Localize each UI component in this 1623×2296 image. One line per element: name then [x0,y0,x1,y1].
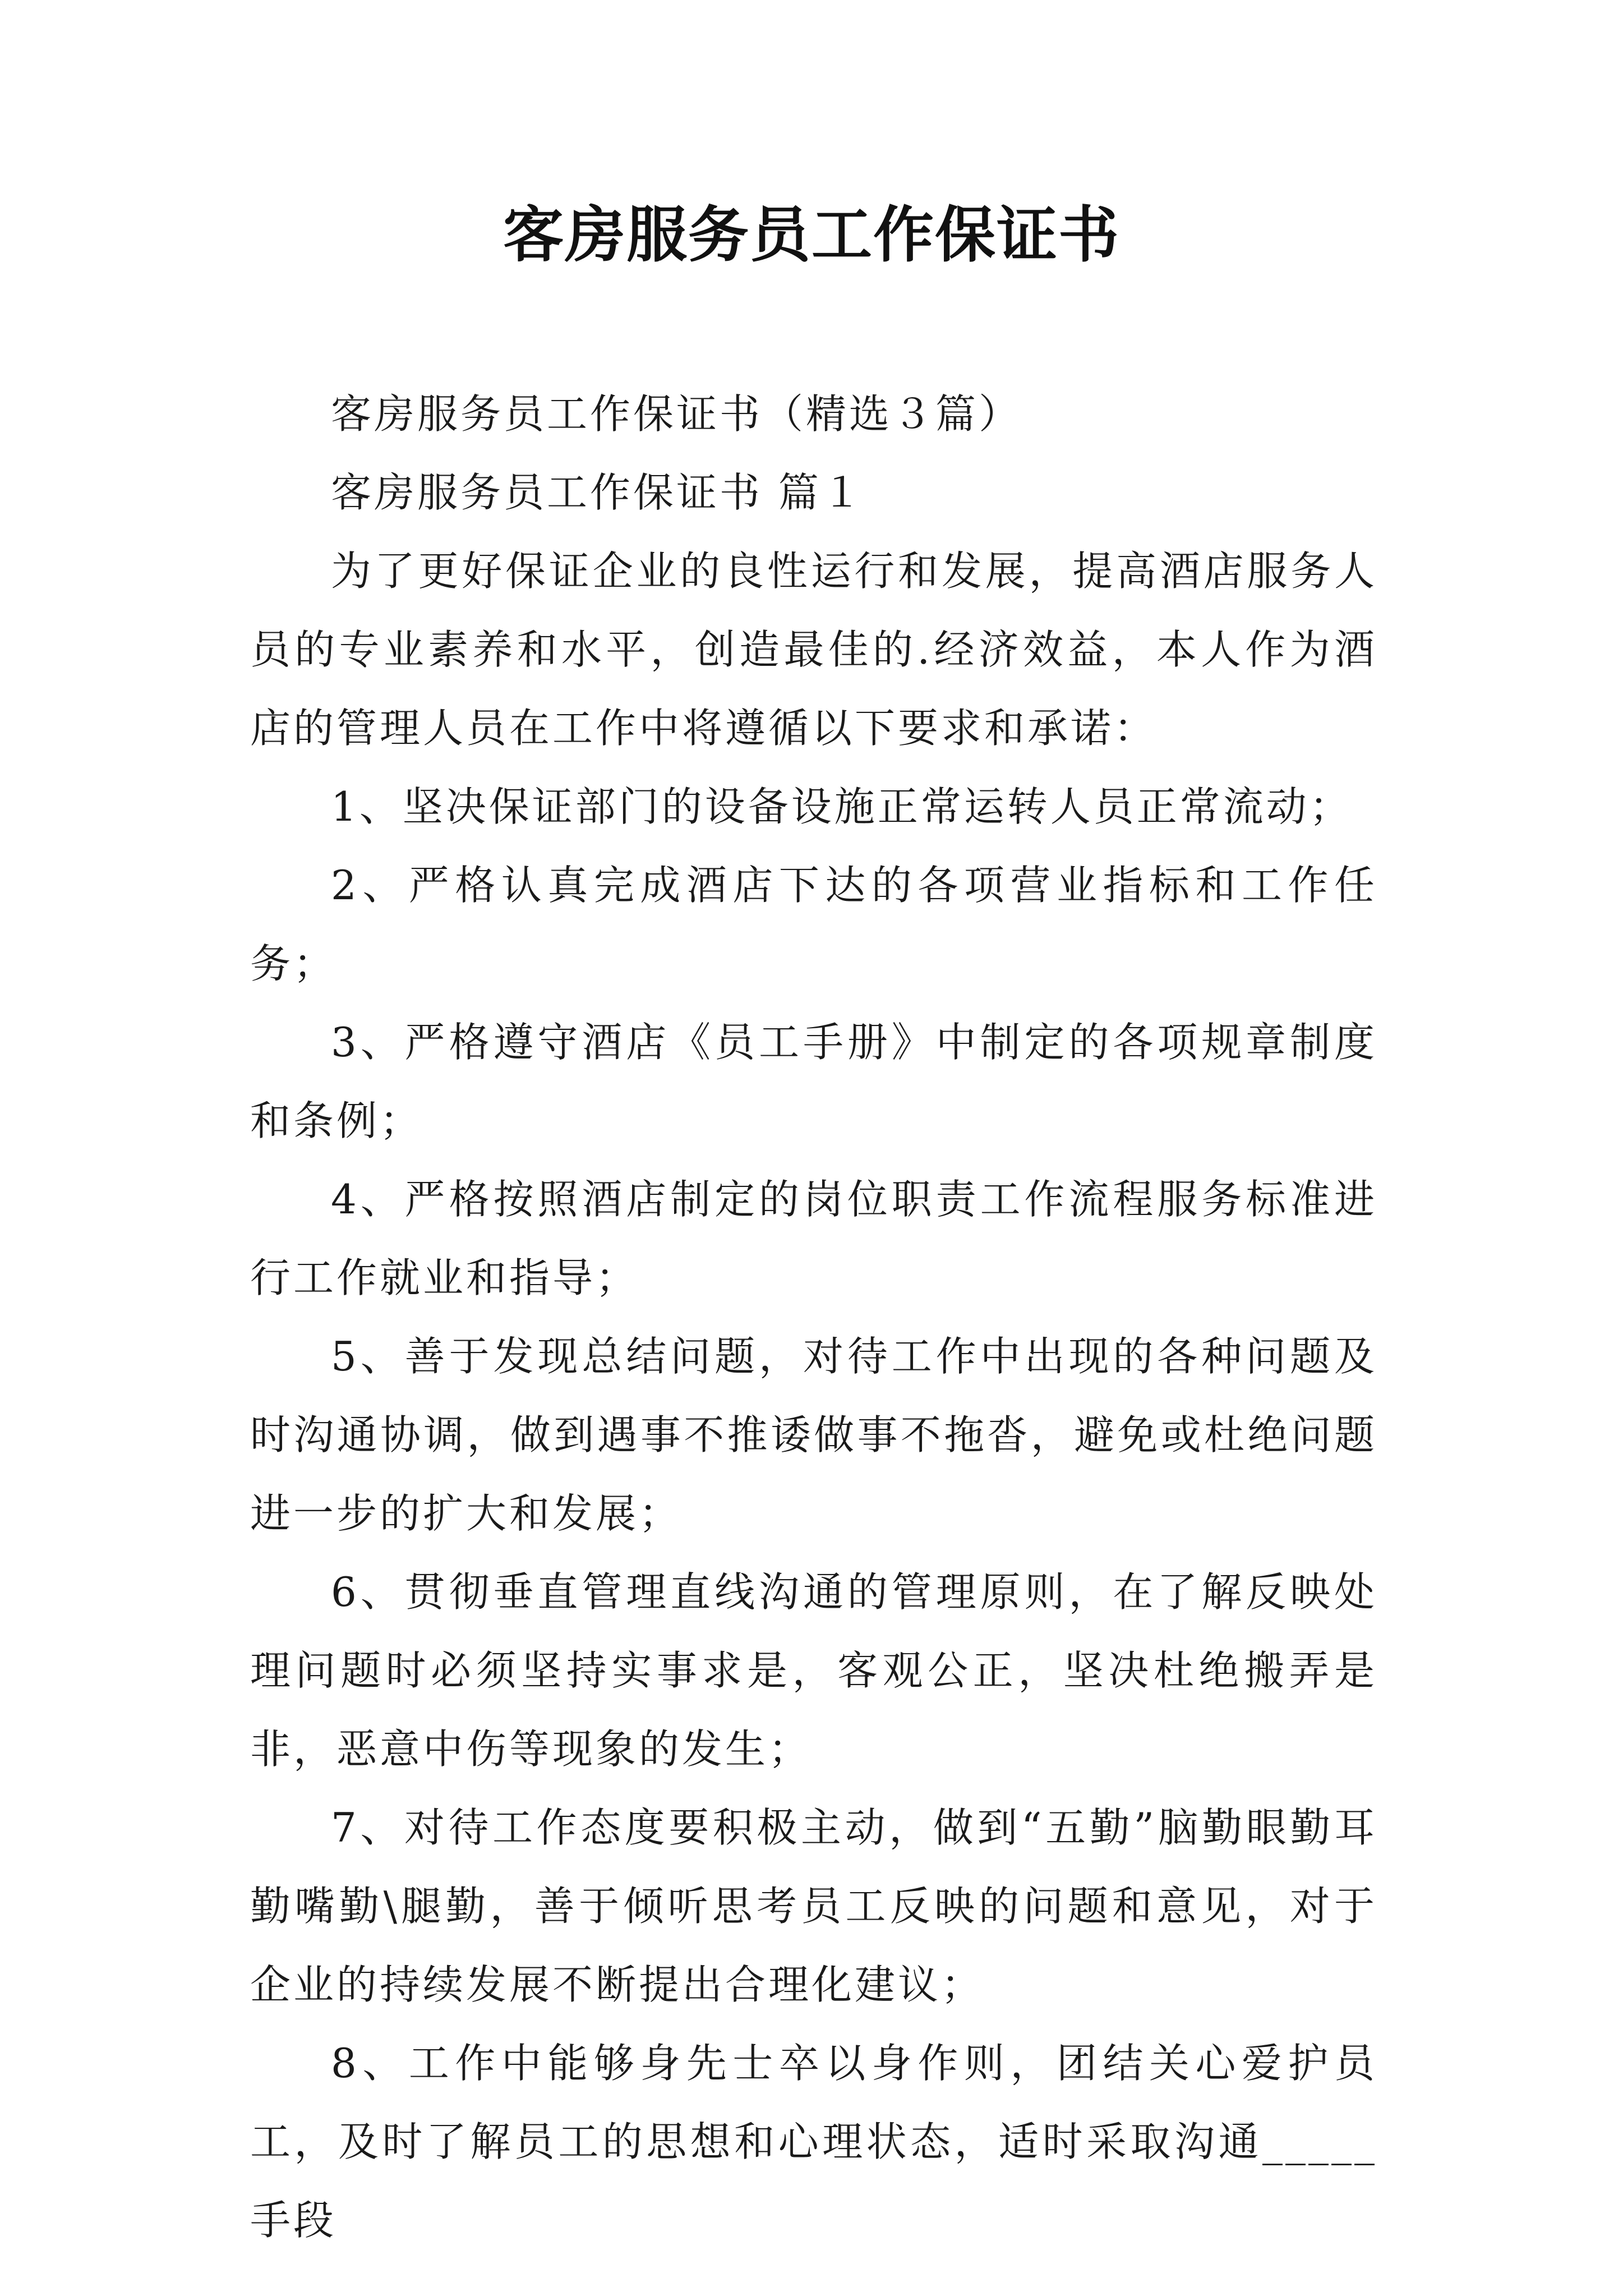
paragraph-item-5: 5、善于发现总结问题，对待工作中出现的各种问题及时沟通协调，做到遇事不推诿做事不拖沓，避免或杜绝问题进一步的扩大和发展； [250,1333,1377,1537]
paragraph-item-7: 7、对待工作态度要积极主动，做到“五勤”脑勤眼勤耳勤嘴勤\腿勤，善于倾听思考员工反映的问题和意见，对于企业的持续发展不断提出合理化建议； [250,1804,1377,2008]
section-heading: 客房服务员工作保证书 篇１ [331,469,865,516]
paragraph-item-3: 3、严格遵守酒店《员工手册》中制定的各项规章制度和条例； [250,1019,1377,1144]
document-subtitle: 客房服务员工作保证书（精选３篇） [331,390,1022,438]
paragraph-item-6: 6、贯彻垂直管理直线沟通的管理原则，在了解反映处理问题时必须坚持实事求是，客观公正，坚决杜绝搬弄是非，恶意中伤等现象的发生； [250,1568,1377,1773]
document-title: 客房服务员工作保证书 [502,200,1120,270]
paragraph-item-2: 2、严格认真完成酒店下达的各项营业指标和工作任务； [250,862,1377,987]
paragraph-item-8: 8、工作中能够身先士卒以身作则，团结关心爱护员工，及时了解员工的思想和心理状态，适时采取沟通_____手段 [250,2040,1377,2244]
paragraph-item-1: 1、坚决保证部门的设备设施正常运转人员正常流动； [331,783,1353,830]
paragraph-item-4: 4、严格按照酒店制定的岗位职责工作流程服务标准进行工作就业和指导； [250,1176,1377,1301]
document-body [250,375,1377,2260]
paragraph-intro: 为了更好保证企业的良性运行和发展，提高酒店服务人员的专业素养和水平，创造最佳的.经济效益，本人作为酒店的管理人员在工作中将遵循以下要求和承诺： [250,547,1377,752]
